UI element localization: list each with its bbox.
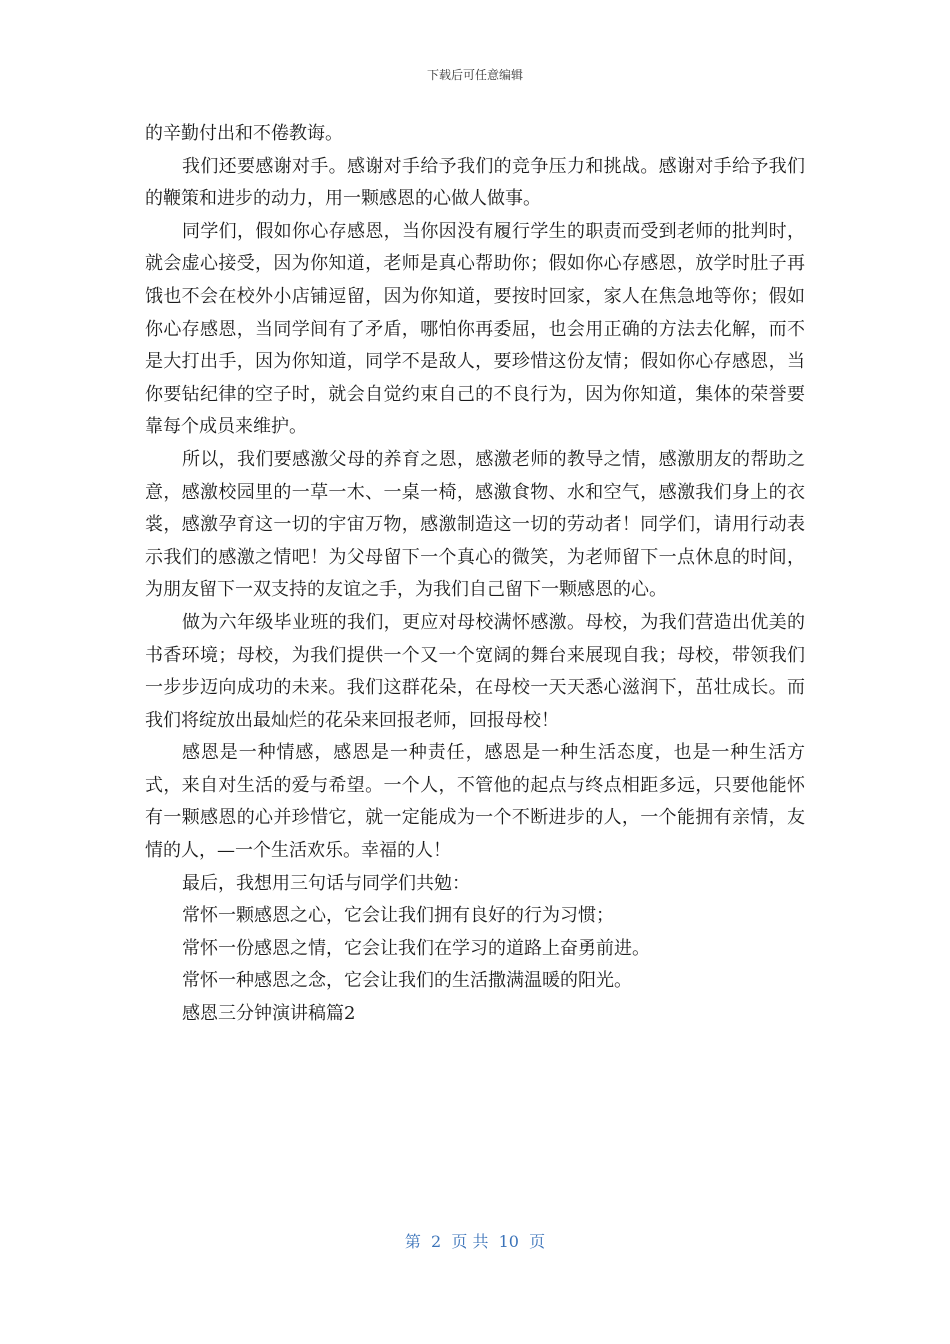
paragraph: 常怀一份感恩之情，它会让我们在学习的道路上奋勇前进。 bbox=[182, 937, 650, 959]
paragraph: 所以，我们要感激父母的养育之恩，感激老师的教导之情，感激朋友的帮助之意，感激校园里的一草一木、一桌一椅，感激食物、水和空气，感激我们身上的衣裳，感激孕育这一切的宇宙万物，感激制造这一切的劳动者！同学们，请用行动表示我们的感激之情吧！为父母留下一个真心的微笑，为老师留下一点休息的时间，为朋友留下一双支持的友谊之手，为我们自己留下一颗感恩的心。 bbox=[145, 448, 805, 601]
paragraph: 常怀一颗感恩之心，它会让我们拥有良好的行为习惯； bbox=[182, 905, 614, 927]
paragraph: 最后，我想用三句话与同学们共勉： bbox=[182, 872, 470, 894]
paragraph: 的辛勤付出和不倦教诲。 bbox=[145, 123, 343, 144]
paragraph: 同学们，假如你心存感恩，当你因没有履行学生的职责而受到老师的批判时，就会虚心接受，因为你知道，老师是真心帮助你；假如你心存感恩，放学时肚子再饿也不会在校外小店铺逗留，因为你知道，要按时回家，家人在焦急地等你；假如你心存感恩，当同学间有了矛盾，哪怕你再委屈，也会用正确的方法去化解，而不是大打出手，因为你知道，同学不是敌人，要珍惜这份友情；假如你心存感恩，当你要钻纪律的空子时，就会自觉约束自己的不良行为，因为你知道，集体的荣誉要靠每个成员来维护。 bbox=[145, 220, 805, 438]
section-heading: 感恩三分钟演讲稿篇2 bbox=[182, 1003, 356, 1025]
document-body bbox=[145, 118, 805, 1031]
paragraph: 做为六年级毕业班的我们，更应对母校满怀感激。母校，为我们营造出优美的书香环境；母校，为我们提供一个又一个宽阔的舞台来展现自我；母校，带领我们一步步迈向成功的未来。我们这群花朵，在母校一天天悉心滋润下，茁壮成长。而我们将绽放出最灿烂的花朵来回报老师，回报母校！ bbox=[145, 611, 805, 731]
paragraph: 感恩是一种情感，感恩是一种责任，感恩是一种生活态度，也是一种生活方式，来自对生活的爱与希望。一个人，不管他的起点与终点相距多远，只要他能怀有一颗感恩的心并珍惜它，就一定能成为一个不断进步的人，一个能拥有亲情，友情的人，—一个生活欢乐。幸福的人！ bbox=[145, 742, 805, 862]
paragraph: 常怀一种感恩之念，它会让我们的生活撒满温暖的阳光。 bbox=[182, 970, 632, 992]
page-number-footer: 第 2 页 共 10 页 bbox=[404, 1232, 546, 1251]
paragraph: 我们还要感谢对手。感谢对手给予我们的竞争压力和挑战。感谢对手给予我们的鞭策和进步的动力，用一颗感恩的心做人做事。 bbox=[145, 155, 805, 210]
page-header-note: 下载后可任意编辑 bbox=[426, 68, 523, 82]
